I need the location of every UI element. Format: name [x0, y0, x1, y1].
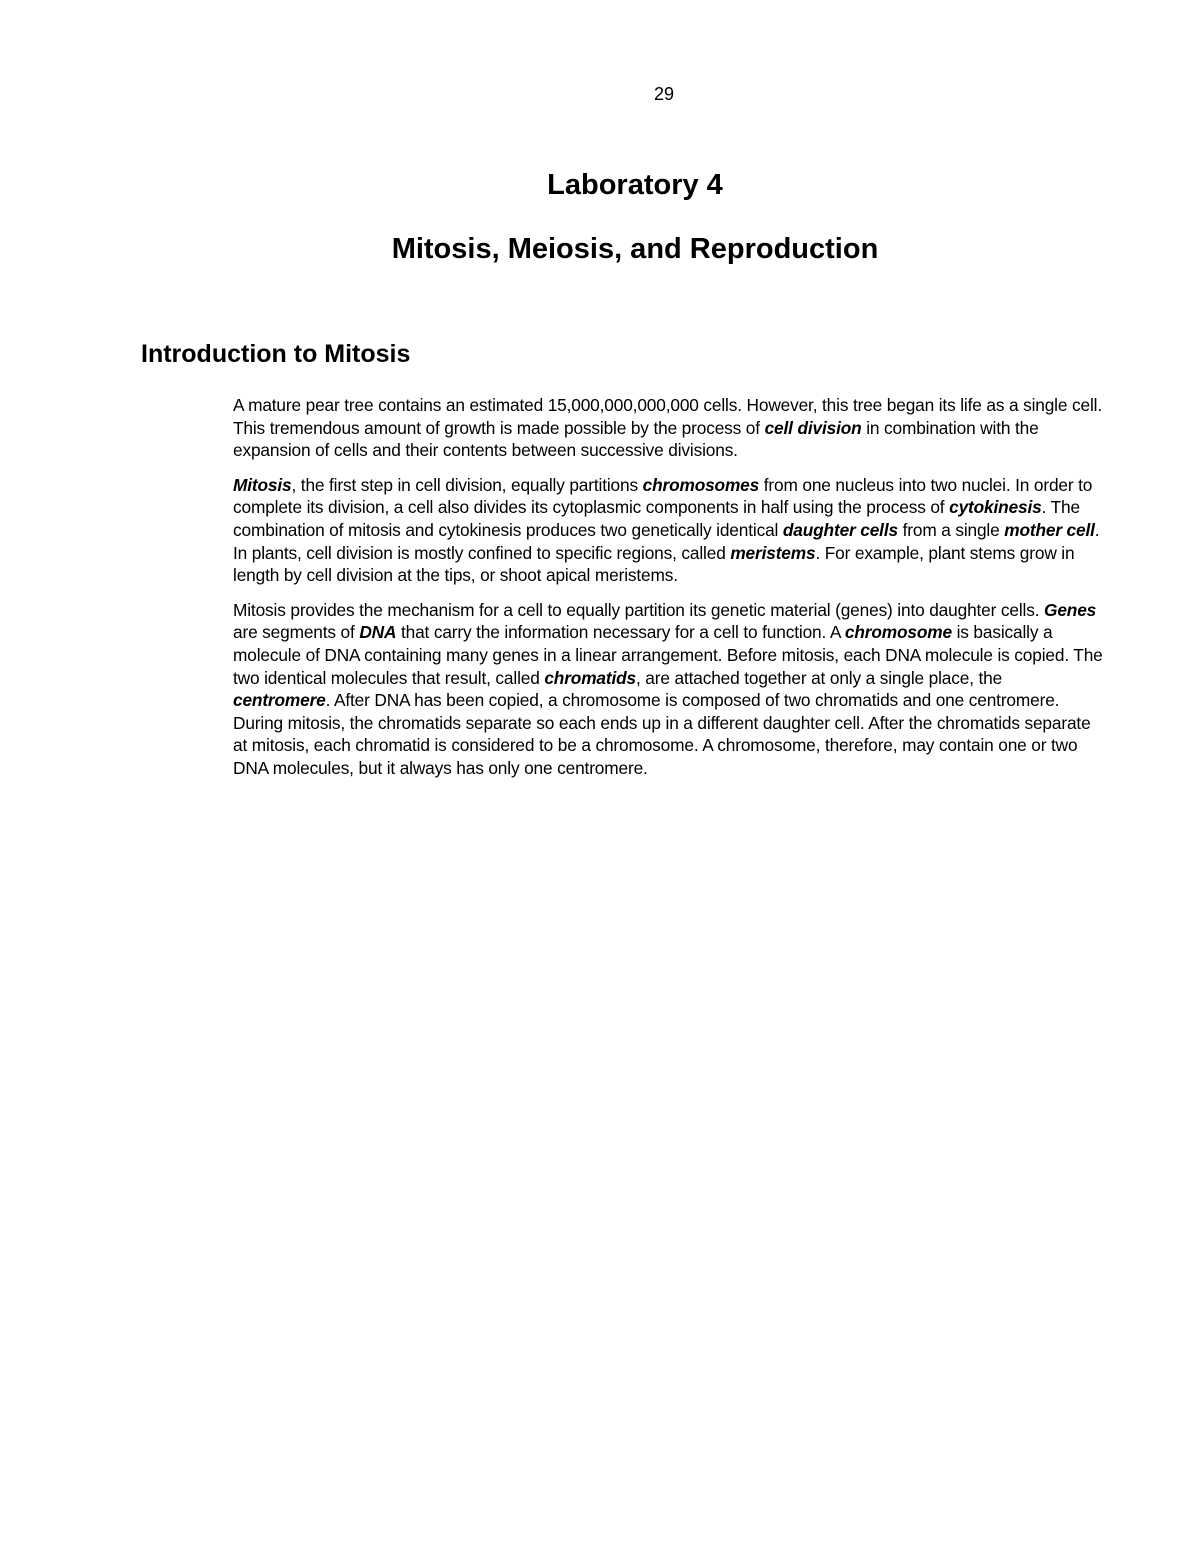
text-span: . In plants, cell division is mostly confined to specific regions, called	[233, 519, 1100, 563]
term-meristems: meristems	[730, 542, 816, 563]
text-span: , are attached together at only a single place, the	[636, 667, 1003, 688]
text-span: from a single	[897, 519, 1005, 540]
term-cell-division: cell division	[764, 417, 862, 438]
section-heading: Introduction to Mitosis	[141, 340, 411, 368]
lab-subtitle: Mitosis, Meiosis, and Reproduction	[391, 233, 879, 265]
term-genes: Genes	[1044, 599, 1097, 620]
text-span: are segments of	[233, 622, 360, 643]
term-cytokinesis: cytokinesis	[949, 497, 1042, 518]
term-chromosomes: chromosomes	[642, 474, 760, 495]
term-chromatids: chromatids	[544, 667, 636, 688]
text-span: Mitosis provides the mechanism for a cell to equally partition its genetic material (genes) into daughter cells.	[233, 599, 1045, 620]
term-centromere: centromere	[233, 690, 326, 711]
text-span: from one nucleus into two nuclei. In order to complete its division, a cell also divides its cytoplasmic components in half using the process of	[233, 474, 1093, 518]
text-span: that carry the information necessary for a cell to function. A	[396, 622, 845, 643]
text-span: A mature pear tree contains an estimated 15,000,000,000,000 cells. However, this tree began its life as a single cell. This tremendous amount of growth is made possible by the process of	[233, 395, 1102, 438]
text-span: . The combination of mitosis and cytokinesis produces two genetically identical	[233, 497, 1080, 540]
text-span: . For example, plant stems grow in length by cell division at the tips, or shoot apical meristems.	[233, 542, 1075, 586]
lab-title: Laboratory 4	[547, 169, 723, 201]
page-number: 29	[653, 84, 675, 104]
term-daughter-cells: daughter cells	[782, 519, 898, 540]
term-dna: DNA	[359, 622, 397, 643]
text-span: in combination with the expansion of cells and their contents between successive divisions.	[233, 417, 1039, 461]
term-mitosis: Mitosis	[233, 474, 292, 495]
paragraph-1	[233, 394, 1103, 462]
paragraph-3	[233, 599, 1103, 780]
text-span: . After DNA has been copied, a chromosome is composed of two chromatids and one centromere. During mitosis, the chromatids separate so each ends up in a different daughter cell. After the chromatids separate at mitosis, each chromatid is considered to be a chromosome. A chromosome, therefore, may contain one or two DNA molecules, but it always has only one centromere.	[233, 690, 1091, 778]
term-mother-cell: mother cell	[1004, 519, 1095, 540]
text-span: is basically a molecule of DNA containing many genes in a linear arrangement. Before mitosis, each DNA molecule is copied. The two identical molecules that result, called	[233, 622, 1103, 688]
paragraph-2	[233, 474, 1103, 587]
body-text	[233, 394, 1103, 792]
text-span: , the first step in cell division, equally partitions	[291, 474, 643, 495]
term-chromosome: chromosome	[844, 622, 952, 643]
